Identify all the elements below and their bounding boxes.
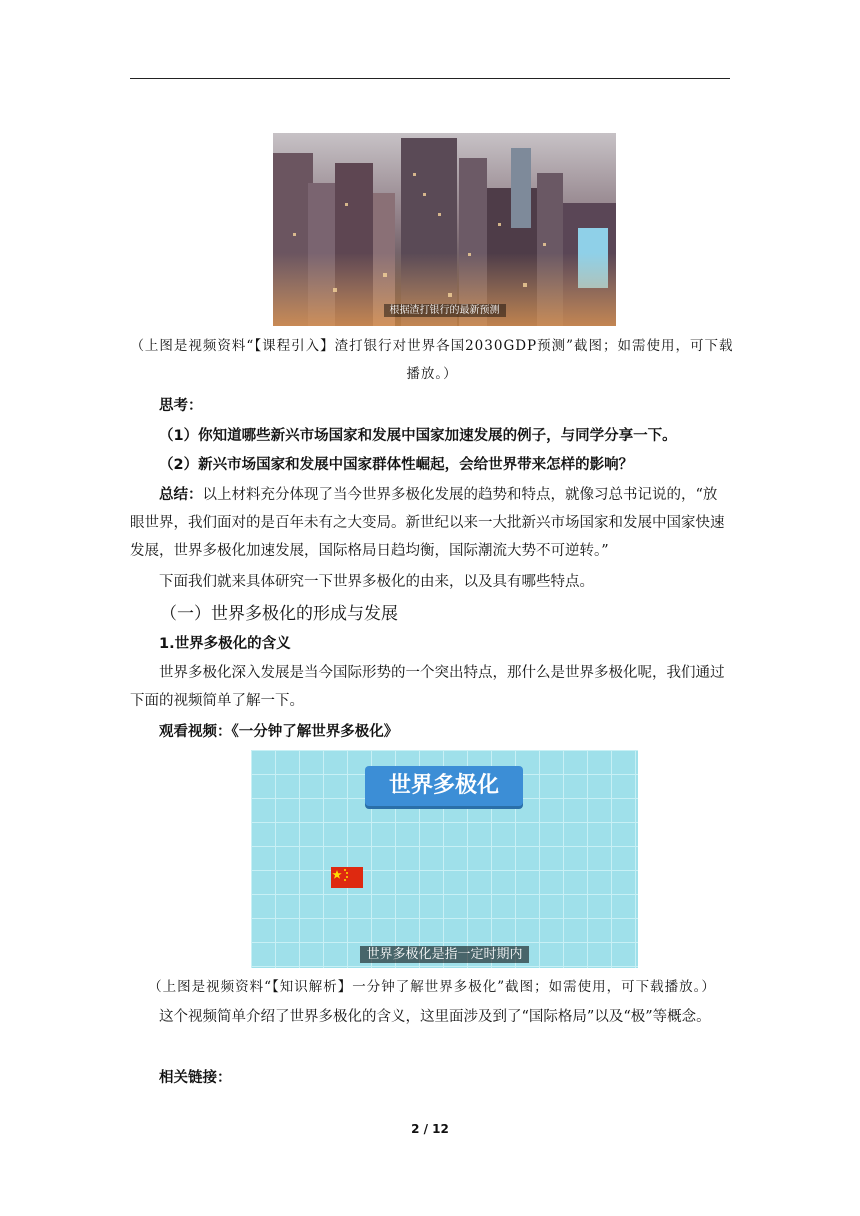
subsection-heading: 1.世界多极化的含义 [159, 636, 291, 652]
intro-paragraph: 下面我们就来具体研究一下世界多极化的由来，以及具有哪些特点。 [159, 574, 594, 590]
video-subtitle: 根据渣打银行的最新预测 [273, 301, 616, 316]
question-1: （1）你知道哪些新兴市场国家和发展中国家加速发展的例子，与同学分享一下。 [159, 428, 677, 444]
body-paragraph-1: 世界多极化深入发展是当今国际形势的一个突出特点，那什么是世界多极化呢，我们通过下面的视频简单了解一下。 [130, 665, 725, 709]
page-number: 2 / 12 [411, 1122, 449, 1136]
city-skyline-image [273, 133, 616, 326]
summary-text: 以上材料充分体现了当今世界多极化发展的趋势和特点，就像习总书记说的，“放眼世界，我们面对的是百年未有之大变局。新世纪以来一大批新兴市场国家和发展中国家快速发展，世界多极化加速发展，国际格局日趋均衡，国际潮流大势不可逆转。” [130, 487, 725, 559]
video-subtitle: 世界多极化是指一定时期内 [251, 943, 638, 962]
summary-paragraph [130, 481, 730, 565]
section-heading: （一）世界多极化的形成与发展 [160, 604, 398, 624]
body-paragraph-2: 这个视频简单介绍了世界多极化的含义，这里面涉及到了“国际格局”以及“极”等概念。 [159, 1009, 711, 1025]
multipolarity-video-image [251, 750, 638, 968]
summary-label: 总结： [159, 487, 203, 503]
think-label: 思考： [159, 398, 203, 414]
related-links-label: 相关链接： [159, 1070, 232, 1086]
question-2: （2）新兴市场国家和发展中国家群体性崛起，会给世界带来怎样的影响？ [159, 457, 634, 473]
video-title-banner: 世界多极化 [365, 766, 523, 806]
image-caption: （上图是视频资料“【知识解析】一分钟了解世界多极化”截图；如需使用，可下载播放。） [148, 979, 716, 995]
image-caption: （上图是视频资料“【课程引入】渣打银行对世界各国2030GDP预测”截图；如需使用，可下载播放。） [130, 338, 734, 382]
header-rule [130, 78, 730, 79]
video-label: 观看视频：《一分钟了解世界多极化》 [159, 724, 399, 740]
skyline-illustration [273, 133, 616, 326]
